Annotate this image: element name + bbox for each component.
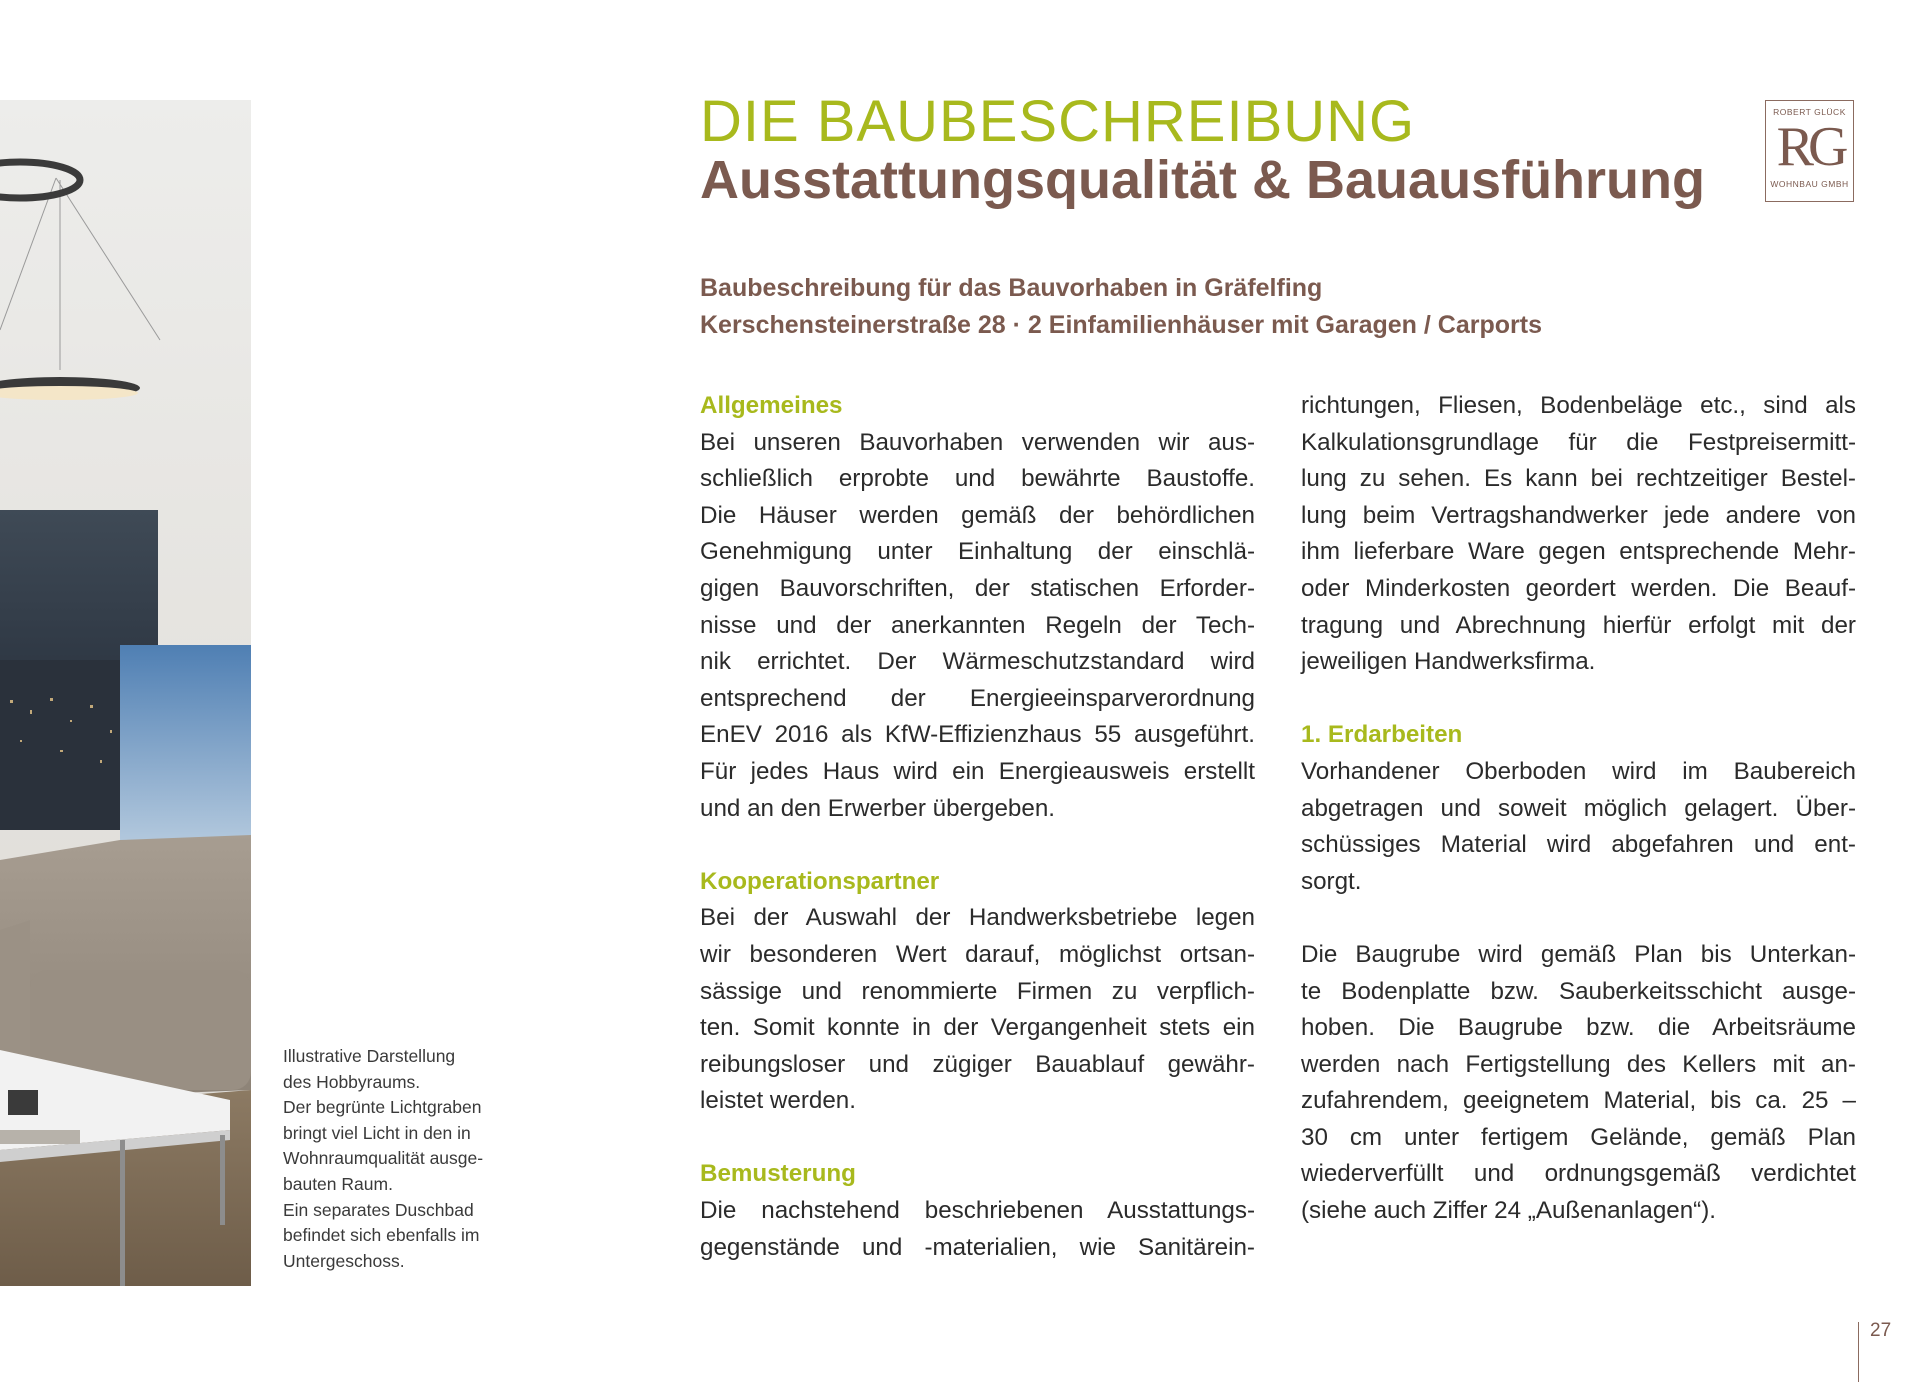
hobbyraum-photo (0, 100, 251, 1286)
body-line: Vorhandener Oberboden wird im Baubereich (1301, 757, 1856, 785)
body-line: gigen Bauvorschriften, der statischen Erforder- (700, 574, 1255, 602)
caption-line: des Hobbyraums. (283, 1071, 421, 1092)
body-line: hoben. Die Baugrube bzw. die Arbeitsräume (1301, 1014, 1856, 1042)
paragraph-gap (700, 1120, 1255, 1157)
body-line: richtungen, Fliesen, Bodenbeläge etc., sind als (1301, 392, 1856, 419)
body-line: Die Häuser werden gemäß der behördlichen (700, 501, 1255, 529)
photo-illustration (0, 100, 251, 1286)
body-line: gegenstände und -materialien, wie Sanitärein- (700, 1233, 1255, 1261)
paragraph-gap (1301, 900, 1856, 937)
paragraph-gap (1301, 681, 1856, 718)
caption-line: Untergeschoss. (283, 1250, 405, 1271)
body-line: Bei der Auswahl der Handwerksbetriebe legen (700, 904, 1255, 932)
body-line: wir besonderen Wert darauf, möglichst ortsan- (700, 940, 1255, 968)
body-line: lung zu sehen. Es kann bei rechtzeitiger Bestel- (1301, 465, 1856, 493)
heading-kooperationspartner: Kooperationspartner (700, 867, 940, 895)
body-line: 30 cm unter fertigem Gelände, gemäß Plan (1301, 1123, 1856, 1151)
paragraph-gap (700, 827, 1255, 864)
photo-caption (283, 1044, 523, 1274)
body-line: ihm lieferbare Ware gegen entsprechende Mehr- (1301, 538, 1856, 566)
body-line: Die nachstehend beschriebenen Ausstattungs- (700, 1197, 1255, 1225)
body-line: Genehmigung unter Einhaltung der einschlä- (700, 538, 1255, 566)
body-line: (siehe auch Ziffer 24 „Außenanlagen“). (1301, 1197, 1717, 1225)
project-subheading (700, 270, 1542, 344)
body-line: jeweiligen Handwerksfirma. (1301, 648, 1596, 676)
body-line: wiederverfüllt und ordnungsgemäß verdichtet (1301, 1160, 1856, 1188)
text-column-left (700, 388, 1255, 1266)
logo-bottom-text: WOHNBAU GMBH (1770, 179, 1849, 189)
body-line: schüssiges Material wird abgefahren und ent- (1301, 831, 1856, 859)
page-number: 27 (1870, 1320, 1892, 1341)
logo-top-text: ROBERT GLÜCK (1773, 107, 1846, 117)
page-title: Ausstattungsqualität & Bauausführung (700, 150, 1706, 210)
body-line: nisse und der anerkannten Regeln der Tech- (700, 611, 1255, 639)
heading-erdarbeiten: 1. Erdarbeiten (1301, 721, 1463, 749)
body-line: oder Minderkosten geordert werden. Die Beauf- (1301, 574, 1856, 602)
body-line: leistet werden. (700, 1087, 856, 1115)
body-line: abgetragen und soweit möglich gelagert. Über- (1301, 794, 1856, 822)
heading-bemusterung: Bemusterung (700, 1160, 856, 1188)
body-line: ten. Somit konnte in der Vergangenheit stets ein (700, 1014, 1255, 1042)
body-line: lung beim Vertragshandwerker jede andere von (1301, 501, 1856, 529)
body-line: Für jedes Haus wird ein Energieausweis erstellt (700, 757, 1255, 785)
body-line: tragung und Abrechnung hierfür erfolgt mit der (1301, 611, 1856, 639)
body-line: Kalkulationsgrundlage für die Festpreisermitt- (1301, 428, 1856, 456)
body-line: sorgt. (1301, 867, 1362, 895)
subheading-line-2: Kerschensteinerstraße 28 · 2 Einfamilienhäuser mit Garagen / Carports (700, 311, 1542, 339)
caption-line: bauten Raum. (283, 1173, 393, 1194)
body-line: schließlich erprobte und bewährte Baustoffe. (700, 465, 1255, 493)
body-line: zufahrendem, geeignetem Material, bis ca. 25 – (1301, 1087, 1856, 1115)
body-line: nik errichtet. Der Wärmeschutzstandard wird (700, 648, 1255, 676)
body-line: und an den Erwerber übergeben. (700, 794, 1056, 822)
subheading-line-1: Baubeschreibung für das Bauvorhaben in Gräfelfing (700, 274, 1323, 302)
body-line: EnEV 2016 als KfW-Effizienzhaus 55 ausgeführt. (700, 721, 1255, 749)
logo-monogram: RG (1776, 116, 1843, 178)
page-number-rule (1858, 1322, 1859, 1382)
section-kicker: DIE BAUBESCHREIBUNG (700, 89, 1416, 154)
body-line: sässige und renommierte Firmen zu verpflich- (700, 977, 1255, 1005)
body-line: werden nach Fertigstellung des Kellers mit an- (1301, 1050, 1856, 1078)
heading-allgemeines: Allgemeines (700, 392, 843, 419)
body-line: entsprechend der Energieeinsparverordnung (700, 684, 1255, 712)
caption-line: Illustrative Darstellung (283, 1046, 456, 1066)
body-line: Die Baugrube wird gemäß Plan bis Unterkan- (1301, 940, 1856, 968)
body-line: te Bodenplatte bzw. Sauberkeitsschicht ausge- (1301, 977, 1856, 1005)
caption-line: befindet sich ebenfalls im (283, 1225, 480, 1246)
caption-line: Ein separates Duschbad (283, 1199, 474, 1220)
company-logo (1765, 100, 1854, 202)
body-line: reibungsloser und zügiger Bauablauf gewähr- (700, 1050, 1255, 1078)
body-line: Bei unseren Bauvorhaben verwenden wir aus- (700, 428, 1255, 456)
text-column-right (1301, 388, 1856, 1230)
caption-line: Wohnraumqualität ausge- (283, 1148, 484, 1169)
caption-line: bringt viel Licht in den in (283, 1122, 471, 1143)
caption-line: Der begrünte Lichtgraben (283, 1097, 482, 1118)
